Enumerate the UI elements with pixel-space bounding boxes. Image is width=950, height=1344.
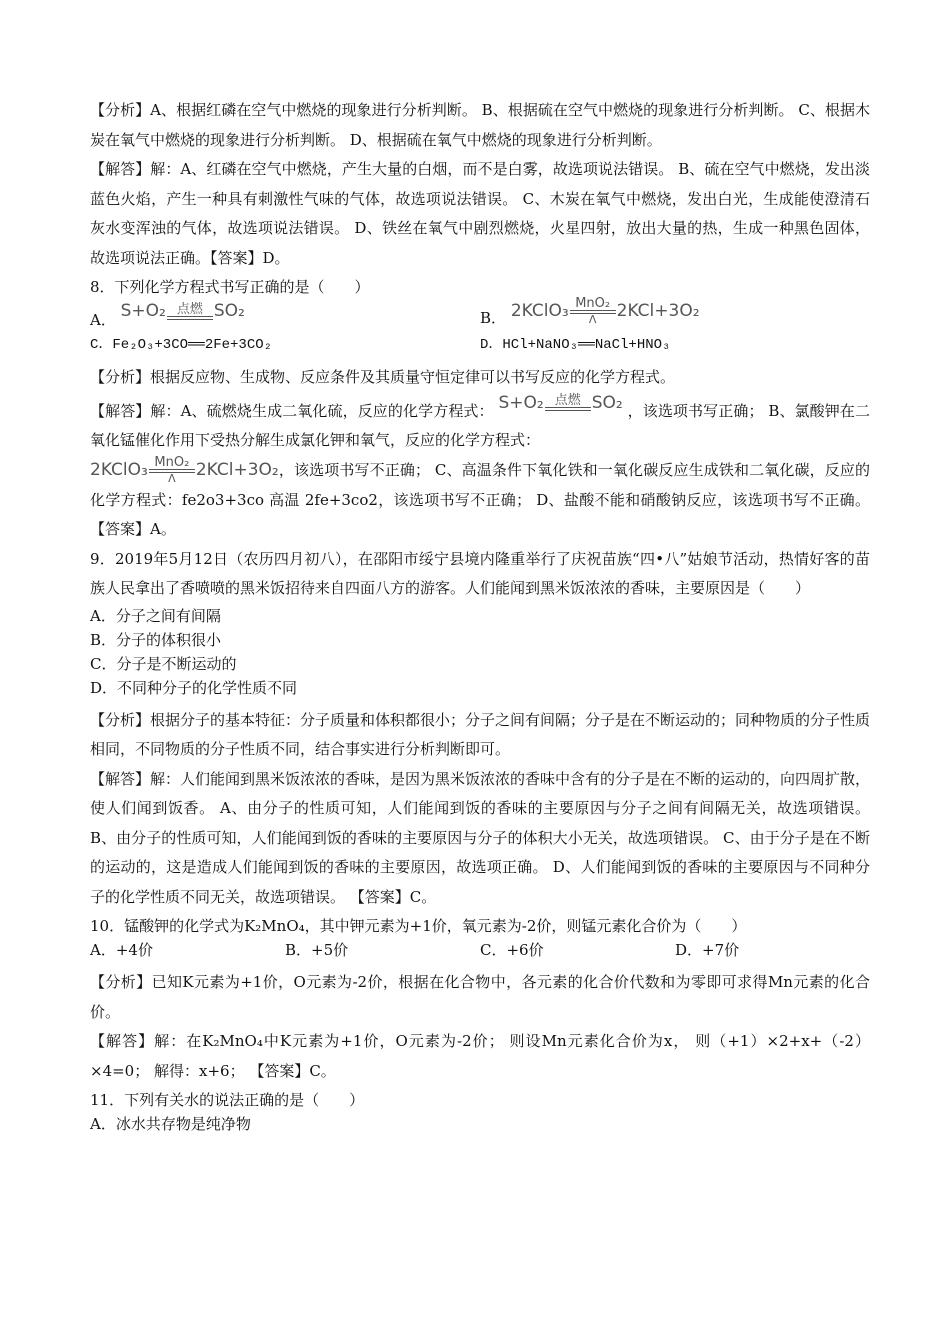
q9-option-a: A．分子之间有间隔 — [90, 606, 221, 625]
q9-option-d: D．不同种分子的化学性质不同 — [90, 678, 298, 697]
q8-option-a — [90, 301, 480, 333]
q8-solution — [90, 392, 870, 545]
eq-right: SO₂ — [591, 392, 623, 413]
eq-right: SO₂ — [213, 301, 245, 321]
q9-analysis: 【分析】根据分子的基本特征：分子质量和体积都很小；分子之间有间隔；分子是在不断运动的；同种物质的分子性质相同，不同物质的分子性质不同，结合事实进行分析判断即可。 — [90, 710, 871, 758]
q8-analysis: 【分析】根据反应物、生成物、反应条件及其质量守恒定律可以书写反应的化学方程式。 — [90, 368, 676, 386]
eq-left: S+O₂ — [120, 301, 166, 321]
document-page — [90, 96, 870, 1136]
q8-solution-part2: ，该选项书写正确； B、氯酸钾在二氧化锰催化作用下受热分解生成氯化钾和氧气，反应的化学方程式： — [90, 401, 870, 450]
q10-analysis: 【分析】已知K元素为+1价，O元素为-2价，根据在化合物中，各元素的化合价代数和为零即可求得Mn元素的化合价。 — [90, 973, 870, 1021]
q9-stem: 9．2019年5月12日（农历四月初八），在邵阳市绥宁县境内隆重举行了庆祝苗族“四•八”姑娘节活动，热情好客的苗族人民拿出了香喷喷的黑米饭招待来自四面八方的游客。人们能闻到黑米饭浓浓的香味，主要原因是（ ） — [90, 549, 870, 597]
q8-option-d: D．HCl+NaNO₃══NaCl+HNO₃ — [480, 337, 671, 353]
option-label: A． — [90, 311, 116, 329]
q11-option-a: A．冰水共存物是纯净物 — [90, 1115, 251, 1133]
q8-options-ab — [90, 296, 870, 333]
q8-options-cd — [90, 333, 870, 357]
q10-option-d: D．+7价 — [675, 941, 740, 959]
q10-option-a: A．+4价 — [90, 941, 153, 959]
q10-options — [90, 938, 870, 962]
q9-option-b: B．分子的体积很小 — [90, 630, 222, 649]
q10-option-c: C．+6价 — [480, 941, 544, 959]
equation-kclo3 — [511, 297, 700, 325]
option-label: B． — [480, 309, 507, 327]
eq-condition: MnO₂ — [575, 296, 611, 311]
eq-right: 2KCl+3O₂ — [195, 460, 279, 480]
eq-right: 2KCl+3O₂ — [616, 301, 700, 321]
q8-stem: 8．下列化学方程式书写正确的是（ ） — [90, 278, 370, 296]
equation-s-o2 — [121, 299, 245, 323]
eq-heat: Λ — [168, 472, 176, 485]
eq-condition: 点燃 — [554, 393, 581, 409]
q8-option-b — [480, 296, 870, 333]
q8-solution-part1: 【解答】解：A、硫燃烧生成二氧化硫，反应的化学方程式： — [90, 401, 494, 420]
q8-option-c: C．Fe₂O₃+3CO══2Fe+3CO₂ — [90, 337, 273, 353]
eq-left: 2KClO₃ — [510, 301, 569, 321]
q9-solution: 【解答】解：人们能闻到黑米饭浓浓的香味，是因为黑米饭浓浓的香味中含有的分子是在不断的运动的，向四周扩散，使人们闻到饭香。 A、由分子的性质可知，人们能闻到饭的香味的主要原因与分子之间有间隔无关，故选项错误。 B、由分子的性质可知，人们能闻到饭的香味的主要原因与分子的体积大小无关，故选项错误。 C、由于分子是在不断的运动的，这是造成人们能闻到饭的香味的主要原因，故选项正确。 D、人们能闻到饭的香味的主要原因与不同种分子的化学性质不同无关，故选项错误。 【答案】C。 — [90, 769, 871, 906]
q7-analysis: 【分析】A、根据红磷在空气中燃烧的现象进行分析判断。 B、根据硫在空气中燃烧的现象进行分析判断。 C、根据木炭在氧气中燃烧的现象进行分析判断。 D、根据硫在氧气中燃烧的现象进行分析判断。 — [90, 101, 870, 149]
q8-solution-part3: ，该选项书写不正确； C、高温条件下氧化铁和一氧化碳反应生成铁和二氧化碳，反应的化学方程式：fe2o3+3co 高温 2fe+3co2，该选项书写不正确； D、盐酸不能和硝酸钠反应，该选项书写不正确。 【答案】A。 — [90, 460, 870, 538]
eq-sign — [545, 407, 591, 411]
q7-solution: 【解答】解：A、红磷在空气中燃烧，产生大量的白烟，而不是白雾，故选项说法错误。 B、硫在空气中燃烧，发出淡蓝色火焰，产生一种具有刺激性气味的气体，故选项说法错误。 C、木炭在氧气中燃烧，发出白光，生成能使澄清石灰水变浑浊的气体，故选项说法错误。 D、铁丝在氧气中剧烈燃烧，火星四射，放出大量的热，生成一种黑色固体，故选项说法正确。【答案】D。 — [90, 160, 870, 267]
equation-s-o2-inline — [499, 389, 623, 419]
eq-heat: Λ — [588, 313, 597, 326]
q10-option-b: B．+5价 — [285, 941, 349, 959]
q10-solution: 【解答】解：在K₂MnO₄中K元素为+1价，O元素为-2价； 则设Mn元素化合价为x， 则（+1）×2+x+（-2）×4=0； 解得：x+6； 【答案】C。 — [90, 1032, 870, 1080]
q9-option-c: C．分子是不断运动的 — [90, 654, 237, 673]
eq-left: 2KClO₃ — [90, 460, 148, 480]
eq-condition: 点燃 — [176, 301, 203, 317]
eq-condition: MnO₂ — [154, 455, 190, 470]
q11-stem: 11．下列有关水的说法正确的是（ ） — [90, 1091, 365, 1109]
eq-left: S+O₂ — [498, 392, 544, 413]
equation-kclo3-inline — [90, 456, 279, 486]
eq-sign — [167, 316, 213, 320]
q10-stem: 10．锰酸钾的化学式为K₂MnO₄，其中钾元素为+1价，氧元素为-2价，则锰元素化合价为（ ） — [90, 917, 747, 935]
